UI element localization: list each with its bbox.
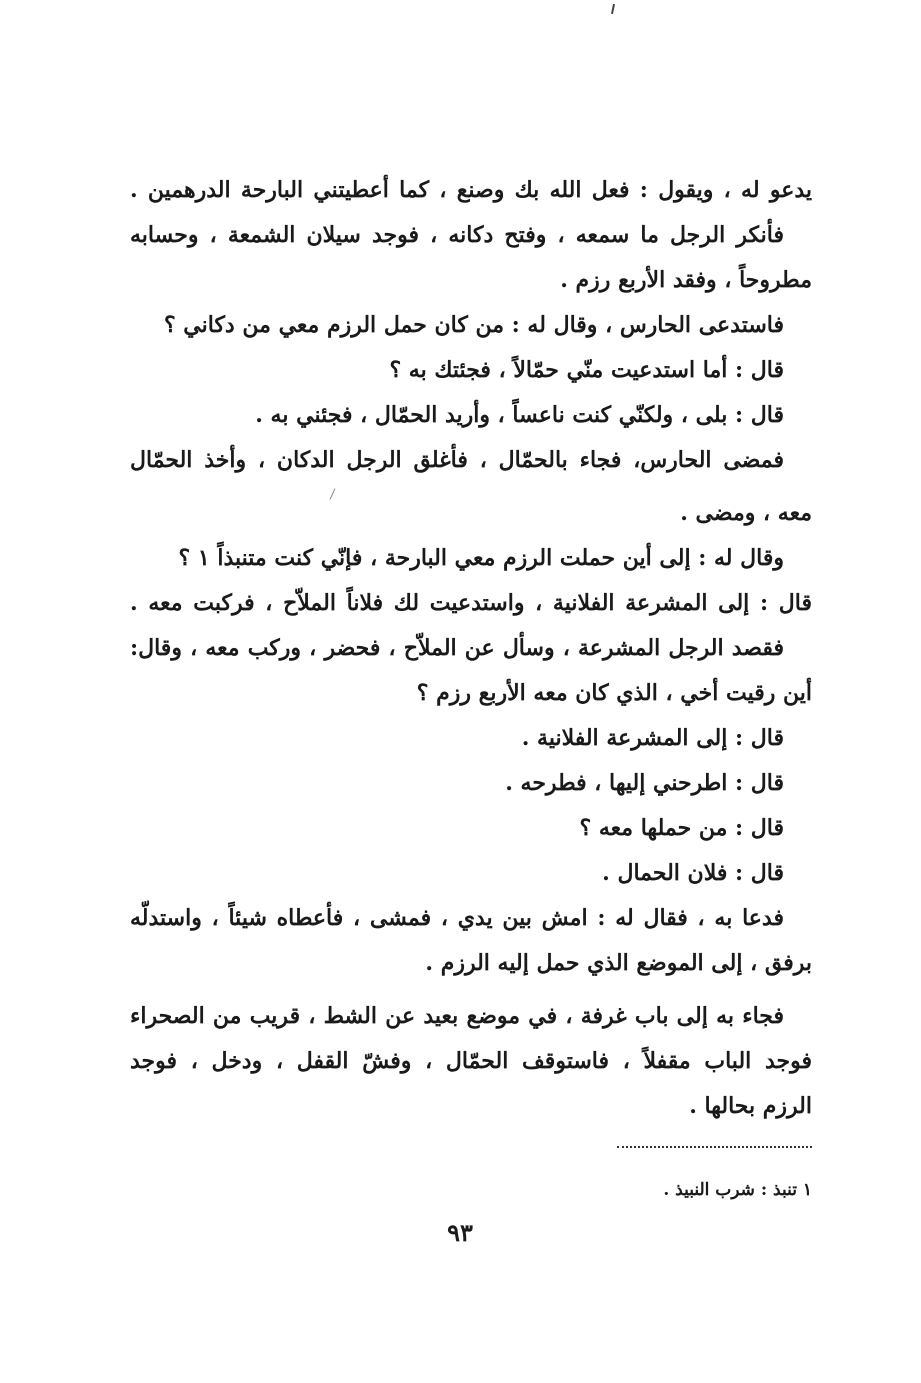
text-line: فقصد الرجل المشرعة ، وسأل عن الملاّح ، فحضر ، وركب معه ، وقال: [130, 635, 784, 661]
text-line: برفق ، إلى الموضع الذي حمل إليه الرزم . [425, 950, 812, 976]
text-line: فمضى الحارس، فجاء بالحمّال ، فأغلق الرجل الدكان ، وأخذ الحمّال [130, 447, 784, 473]
text-line: فاستدعى الحارس ، وقال له : من كان حمل الرزم معي من دكاني ؟ [163, 312, 784, 338]
text-line: فدعا به ، فقال له : امش بين يدي ، فمشى ، فأعطاه شيئاً ، واستدلّه [130, 905, 784, 931]
body-text [130, 168, 812, 1129]
text-line: قال : من حملها معه ؟ [579, 815, 784, 841]
text-line: يدعو له ، ويقول : فعل الله بك وصنع ، كما أعطيتني البارحة الدرهمين . [130, 177, 812, 203]
text-line: فجاء به إلى باب غرفة ، في موضع بعيد عن الشط ، قريب من الصحراء [130, 1003, 784, 1029]
ink-mark [611, 4, 615, 14]
text-line: أين رقيت أخي ، الذي كان معه الأربع رزم ؟ [416, 680, 812, 706]
text-line: قال : فلان الحمال . [602, 860, 784, 886]
text-line: قال : بلى ، ولكنّي كنت ناعساً ، وأريد الحمّال ، فجئني به . [255, 402, 784, 428]
text-line: وقال له : إلى أين حملت الرزم معي البارحة ، فإنّي كنت متنبذاً ١ ؟ [178, 545, 784, 571]
text-line: قال : إلى المشرعة الفلانية . [521, 725, 784, 751]
text-line: فوجد الباب مقفلاً ، فاستوقف الحمّال ، وفشّ القفل ، ودخل ، فوجد [130, 1048, 812, 1074]
text-line: قال : اطرحني إليها ، فطرحه . [505, 770, 784, 796]
page-number: ٩٣ [447, 1218, 473, 1247]
text-line: قال : إلى المشرعة الفلانية ، واستدعيت لك فلاناً الملاّح ، فركبت معه . [130, 590, 812, 616]
footnote: ١ تنبذ : شرب النبيذ . [663, 1180, 812, 1200]
footnote-separator [617, 1146, 812, 1148]
text-line: معه ، ومضى . [680, 500, 812, 526]
text-line: فأنكر الرجل ما سمعه ، وفتح دكانه ، فوجد سيلان الشمعة ، وحسابه [130, 222, 784, 248]
text-line: قال : أما استدعيت منّي حمّالاً ، فجئتك به ؟ [389, 357, 784, 383]
text-line: مطروحاً ، وفقد الأربع رزم . [560, 267, 812, 293]
text-line: الرزم بحالها . [689, 1093, 812, 1119]
